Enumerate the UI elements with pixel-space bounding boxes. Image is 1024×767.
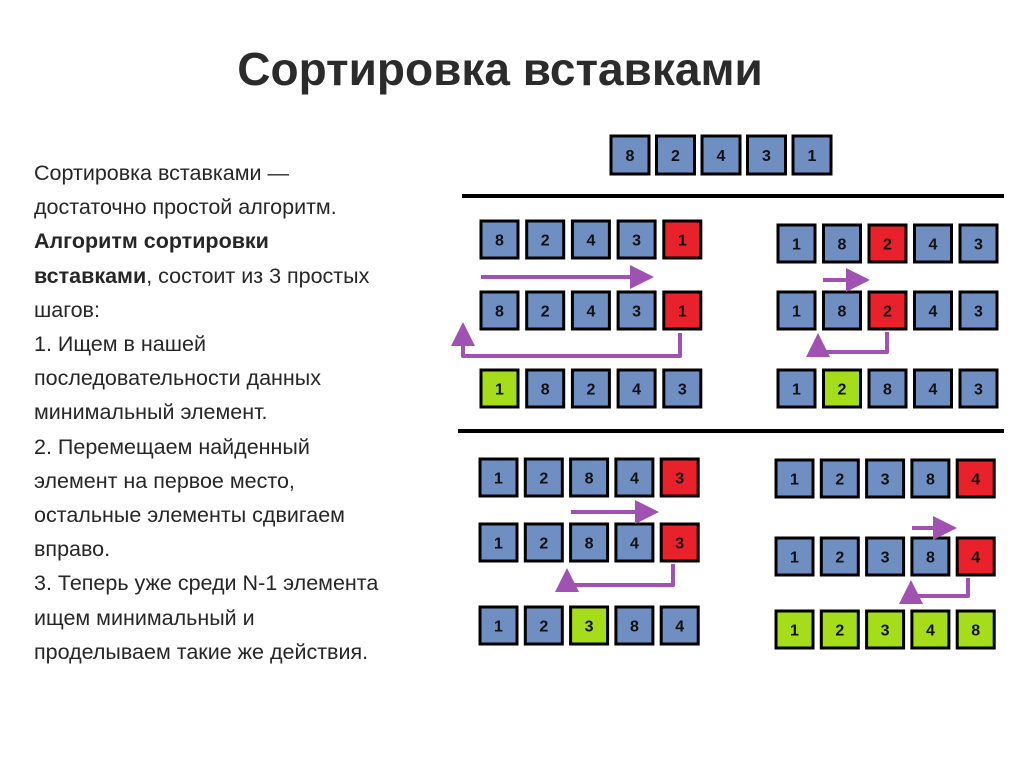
- cell-value: 2: [835, 471, 845, 489]
- cell-value: 4: [716, 148, 726, 165]
- array-cell: [611, 136, 649, 174]
- cell-value: 8: [584, 535, 594, 553]
- array-cell: [481, 221, 518, 258]
- cell-value: 8: [625, 148, 635, 165]
- cell-value: 3: [632, 232, 642, 250]
- array-cell: [525, 459, 562, 496]
- array-cell: [664, 292, 701, 329]
- cell-value: 2: [883, 303, 892, 321]
- array-cell: [572, 370, 609, 407]
- array-cell: [869, 370, 906, 407]
- array-cell: [661, 459, 698, 496]
- array-cell: [793, 136, 831, 174]
- cell-value: 3: [675, 470, 685, 488]
- array-cell: [915, 225, 952, 262]
- desc-line: шагов:: [34, 297, 100, 322]
- array-cell: [527, 292, 564, 329]
- cell-value: 4: [632, 381, 642, 399]
- cell-value: 4: [629, 535, 639, 553]
- desc-line: ищем минимальный и: [34, 605, 255, 630]
- array-cell: [912, 460, 949, 497]
- cell-value: 8: [540, 381, 550, 399]
- array-cell: [525, 524, 562, 561]
- array-cell: [869, 292, 906, 329]
- array-cell: [661, 607, 698, 644]
- cell-value: 2: [586, 381, 596, 399]
- cell-value: 3: [880, 622, 890, 640]
- array-cell: [821, 538, 858, 575]
- cell-value: 3: [974, 236, 983, 254]
- cell-value: 8: [584, 470, 594, 488]
- desc-line: элемент на первое место,: [34, 468, 295, 493]
- cell-value: 1: [494, 618, 503, 636]
- array-cell: [776, 460, 813, 497]
- array-cell: [821, 460, 858, 497]
- cell-value: 3: [762, 148, 771, 165]
- cell-value: 2: [539, 470, 549, 488]
- array-cell: [480, 459, 517, 496]
- move-arrow: [567, 564, 673, 585]
- cell-value: 1: [677, 303, 687, 321]
- array-cell: [618, 221, 655, 258]
- array-cell: [572, 221, 609, 258]
- cell-value: 4: [928, 303, 938, 321]
- cell-value: 2: [835, 549, 845, 567]
- cell-value: 1: [792, 303, 801, 321]
- array-cell: [481, 370, 518, 407]
- array-cell: [616, 459, 653, 496]
- cell-value: 4: [971, 471, 981, 489]
- array-cell: [867, 460, 904, 497]
- slide-title: Сортировка вставками: [237, 43, 763, 95]
- array-cell: [960, 370, 997, 407]
- array-cell: [664, 370, 701, 407]
- cell-value: 1: [790, 549, 799, 567]
- array-cell: [664, 221, 701, 258]
- cell-value: 3: [974, 381, 983, 399]
- cell-value: 2: [883, 236, 892, 254]
- array-cell: [869, 225, 906, 262]
- array-cell: [778, 370, 815, 407]
- array-cell: [867, 538, 904, 575]
- cell-value: 1: [494, 535, 503, 553]
- cell-value: 8: [925, 549, 935, 567]
- array-cell: [915, 370, 952, 407]
- array-cell: [912, 611, 949, 648]
- move-arrow: [818, 332, 887, 352]
- cell-value: 2: [835, 622, 845, 640]
- desc-line: 2. Перемещаем найденный: [34, 434, 310, 459]
- cell-value: 4: [586, 303, 596, 321]
- desc-line: минимальный элемент.: [34, 400, 268, 425]
- array-cell: [778, 225, 815, 262]
- array-cell: [616, 524, 653, 561]
- array-cell: [480, 607, 517, 644]
- cell-value: 8: [495, 232, 504, 250]
- array-cell: [867, 611, 904, 648]
- cell-value: 2: [539, 618, 549, 636]
- array-cell: [702, 136, 740, 174]
- cell-value: 3: [880, 471, 890, 489]
- cell-value: 3: [584, 618, 594, 636]
- desc-text: , состоит из 3 простых: [146, 263, 370, 288]
- array-cell: [957, 611, 994, 648]
- array-cell: [571, 607, 608, 644]
- cell-value: 3: [974, 303, 983, 321]
- array-cell: [661, 524, 698, 561]
- cell-value: 8: [925, 471, 935, 489]
- array-cell: [960, 225, 997, 262]
- cell-value: 1: [792, 236, 801, 254]
- desc-bold: Алгоритм сортировки: [34, 229, 269, 254]
- cell-value: 4: [928, 381, 938, 399]
- array-cell: [778, 292, 815, 329]
- desc-line: достаточно простой алгоритм.: [34, 195, 337, 220]
- array-cell: [527, 370, 564, 407]
- array-cell: [957, 460, 994, 497]
- desc-line: 3. Теперь уже среди N-1 элемента: [34, 571, 379, 596]
- array-cell: [481, 292, 518, 329]
- cell-value: 3: [880, 549, 890, 567]
- array-cell: [821, 611, 858, 648]
- cell-value: 4: [675, 618, 685, 636]
- desc-line: остальные элементы сдвигаем: [34, 503, 345, 528]
- array-cell: [824, 292, 861, 329]
- cell-value: 1: [792, 381, 801, 399]
- array-cell: [960, 292, 997, 329]
- array-cell: [957, 538, 994, 575]
- array-cell: [616, 607, 653, 644]
- cell-value: 3: [632, 303, 642, 321]
- cell-value: 4: [971, 549, 981, 567]
- cell-value: 4: [928, 236, 938, 254]
- move-arrow: [911, 578, 968, 596]
- cell-value: 1: [807, 148, 817, 165]
- cell-value: 2: [540, 232, 550, 250]
- cell-value: 1: [790, 622, 799, 640]
- cell-value: 2: [671, 148, 680, 165]
- cell-value: 1: [790, 471, 799, 489]
- cell-value: 8: [883, 381, 892, 399]
- array-cell: [571, 524, 608, 561]
- move-arrow: [463, 330, 680, 356]
- cell-value: 1: [677, 232, 687, 250]
- desc-line: проделываем такие же действия.: [34, 639, 369, 664]
- desc-line: Сортировка вставками —: [34, 161, 289, 185]
- cell-value: 3: [677, 381, 687, 399]
- array-cell: [776, 538, 813, 575]
- desc-line: 1. Ищем в нашей: [34, 332, 206, 357]
- array-cell: [915, 292, 952, 329]
- cell-value: 3: [675, 535, 685, 553]
- desc-bold: вставками: [34, 263, 147, 288]
- array-cell: [748, 136, 786, 174]
- cell-value: 4: [925, 622, 935, 640]
- cell-value: 8: [837, 303, 847, 321]
- cell-value: 8: [837, 236, 847, 254]
- cell-value: 8: [495, 303, 504, 321]
- array-cell: [824, 225, 861, 262]
- desc-line: вправо.: [34, 537, 111, 562]
- array-cell: [618, 292, 655, 329]
- array-cell: [776, 611, 813, 648]
- array-cell: [657, 136, 695, 174]
- cell-value: 4: [586, 232, 596, 250]
- cell-value: 4: [629, 470, 639, 488]
- array-cell: [480, 524, 517, 561]
- cell-value: 1: [495, 381, 504, 399]
- array-cell: [527, 221, 564, 258]
- cell-value: 2: [540, 303, 550, 321]
- cell-value: 2: [837, 381, 847, 399]
- array-cell: [571, 459, 608, 496]
- array-cell: [618, 370, 655, 407]
- cell-value: 8: [629, 618, 639, 636]
- array-cell: [824, 370, 861, 407]
- desc-line: последовательности данных: [34, 366, 322, 391]
- cell-value: 1: [494, 470, 503, 488]
- cell-value: 8: [971, 622, 981, 640]
- cell-value: 2: [539, 535, 549, 553]
- array-cell: [525, 607, 562, 644]
- array-cell: [912, 538, 949, 575]
- array-cell: [572, 292, 609, 329]
